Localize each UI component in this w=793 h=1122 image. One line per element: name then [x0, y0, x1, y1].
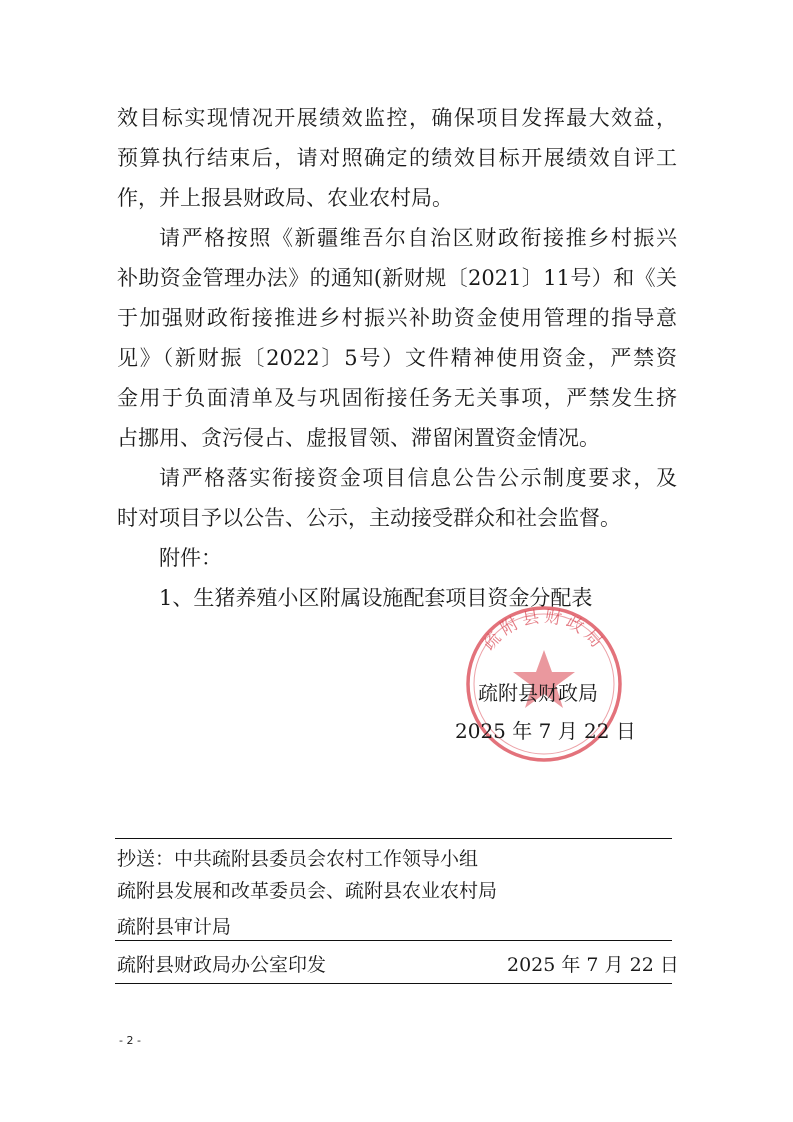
seal-text: 疏附县财政局: [479, 606, 609, 655]
issue-date: 2025 年 7 月 22 日: [507, 954, 679, 976]
body-line-9: 占挪用、贪污侵占、虚报冒领、滞留闲置资金情况。: [117, 426, 600, 450]
body-line-1: 效目标实现情况开展绩效监控，确保项目发挥最大效益，: [117, 106, 677, 130]
body-line-10: 请严格落实衔接资金项目信息公告公示制度要求，及: [159, 466, 677, 490]
top-rule: [115, 838, 672, 839]
issuer: 疏附县财政局办公室印发: [117, 954, 327, 976]
body-line-5: 补助资金管理办法》的通知(新财规〔2021〕11号）和《关: [117, 266, 677, 290]
signature-date: 2025 年 7 月 22 日: [455, 719, 636, 743]
body-line-2: 预算执行结束后，请对照确定的绩效目标开展绩效自评工: [117, 146, 677, 170]
attachment-label: 附件：: [159, 546, 222, 570]
cc-line-2: 疏附县发展和改革委员会、疏附县农业农村局: [117, 880, 498, 902]
cc-line-1: 抄送：中共疏附县委员会农村工作领导小组: [117, 848, 479, 870]
cc-line-3: 疏附县审计局: [117, 916, 232, 938]
body-line-4: 请严格按照《新疆维吾尔自治区财政衔接推乡村振兴: [159, 226, 677, 250]
middle-rule: [115, 940, 672, 941]
bottom-rule: [115, 983, 672, 984]
body-line-8: 金用于负面清单及与巩固衔接任务无关事项，严禁发生挤: [117, 386, 677, 410]
body-line-6: 于加强财政衔接推进乡村振兴补助资金使用管理的指导意: [117, 306, 677, 330]
page-number: - 2 -: [119, 1034, 141, 1047]
body-line-3: 作，并上报县财政局、农业农村局。: [117, 186, 453, 210]
attachment-item-1: 1、生猪养殖小区附属设施配套项目资金分配表: [159, 586, 593, 610]
body-line-11: 时对项目予以公告、公示，主动接受群众和社会监督。: [117, 506, 621, 530]
body-line-7: 见》（新财振〔2022〕5号）文件精神使用资金，严禁资: [117, 346, 677, 370]
signature-org: 疏附县财政局: [478, 681, 598, 705]
